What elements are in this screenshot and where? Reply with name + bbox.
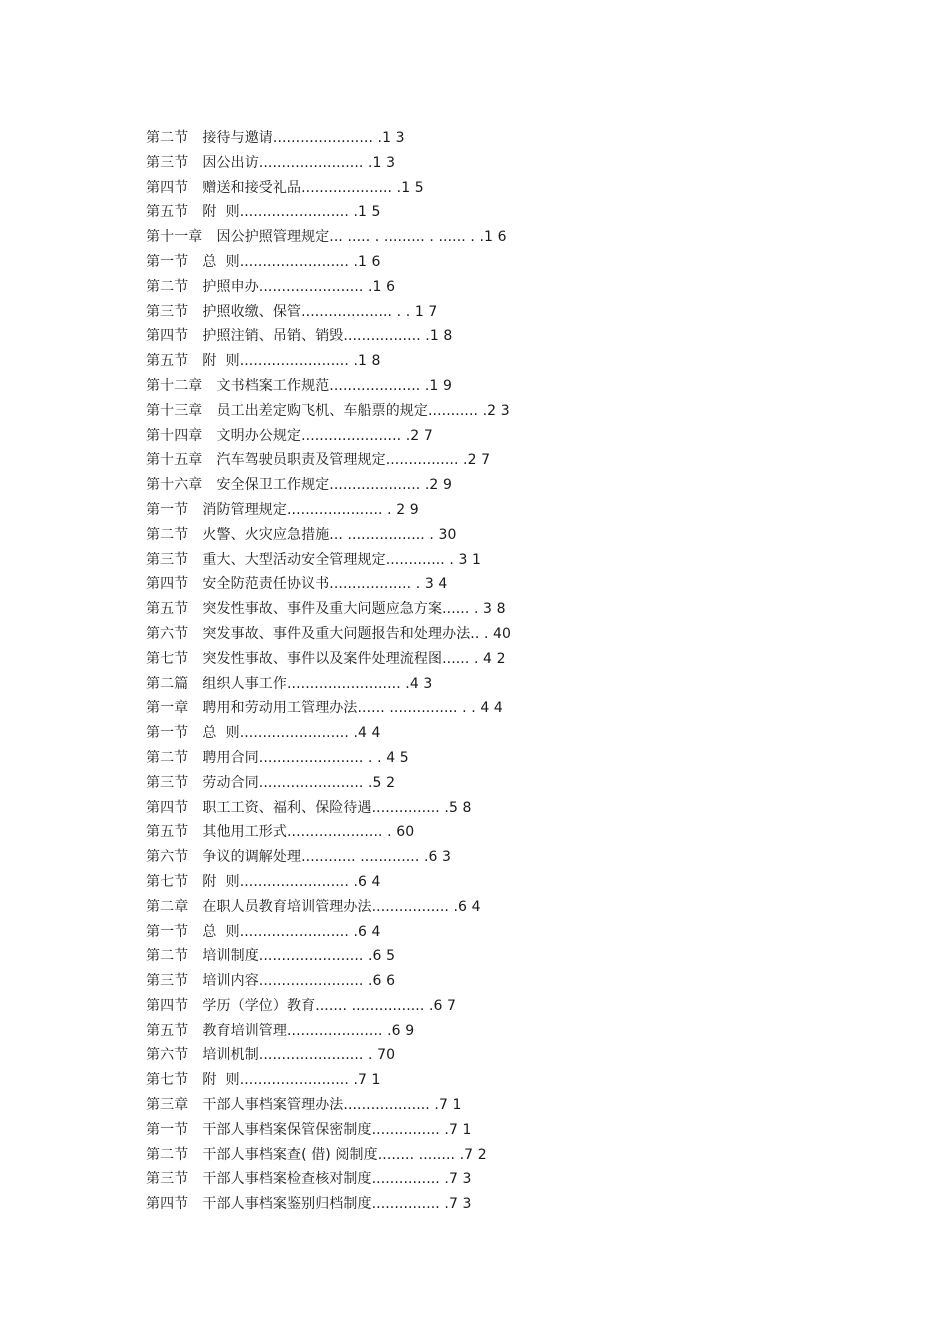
toc-entry: 第三节 培训内容....................... .6 6 (146, 973, 396, 990)
table-of-contents (146, 126, 846, 1217)
toc-entry: 第三节 护照收缴、保管.................... . . 1 7 (146, 303, 438, 320)
toc-entry: 第二节 接待与邀请...................... .1 3 (146, 130, 405, 146)
toc-entry: 第一章 聘用和劳动用工管理办法...... ............... . . 4 4 (146, 700, 503, 717)
toc-entry: 第二节 护照申办....................... .1 6 (146, 278, 396, 295)
toc-entry: 第四节 职工工资、福利、保险待遇............... .5 8 (146, 799, 472, 816)
toc-entry: 第一节 总 则........................ .1 6 (146, 253, 381, 270)
toc-entry: 第四节 赠送和接受礼品.................... .1 5 (146, 179, 424, 196)
toc-entry: 第五节 附 则........................ .1 8 (146, 353, 381, 370)
toc-entry: 第五节 附 则........................ .1 5 (146, 204, 381, 221)
toc-entry: 第四节 护照注销、吊销、销毁................. .1 8 (146, 328, 453, 345)
toc-entry: 第一节 消防管理规定..................... . 2 9 (146, 501, 419, 518)
toc-entry: 第三节 重大、大型活动安全管理规定............. . 3 1 (146, 551, 482, 568)
toc-entry: 第七节 附 则........................ .7 1 (146, 1072, 381, 1089)
toc-entry: 第六节 争议的调解处理............ ............. .6 3 (146, 849, 452, 866)
toc-entry: 第一节 总 则........................ .4 4 (146, 725, 381, 742)
toc-entry: 第二节 干部人事档案查( 借) 阅制度........ ........ .7 2 (146, 1146, 487, 1163)
toc-entry: 第十五章 汽车驾驶员职责及管理规定................ .2 7 (146, 452, 491, 469)
toc-entry: 第二节 培训制度....................... .6 5 (146, 948, 396, 965)
toc-entry: 第六节 突发事故、事件及重大问题报告和处理办法.. . 40 (146, 625, 512, 642)
toc-entry: 第七节 附 则........................ .6 4 (146, 873, 381, 890)
toc-entry: 第七节 突发性事故、事件以及案件处理流程图...... . 4 2 (146, 650, 506, 667)
toc-entry: 第五节 其他用工形式..................... . 60 (146, 824, 415, 841)
toc-entry: 第十二章 文书档案工作规范.................... .1 9 (146, 377, 452, 394)
toc-entry: 第四节 干部人事档案鉴别归档制度............... .7 3 (146, 1196, 472, 1213)
toc-entry: 第十六章 安全保卫工作规定.................... .2 9 (146, 477, 452, 494)
toc-entry: 第二节 聘用合同....................... . . 4 5 (146, 749, 409, 766)
toc-entry: 第四节 学历（学位）教育....... ................ .6 7 (146, 997, 457, 1014)
toc-entry: 第二篇 组织人事工作......................... .4 3 (146, 675, 433, 692)
toc-entry: 第十一章 因公护照管理规定... ..... . ......... . ...... . .1 6 (146, 229, 507, 246)
toc-entry: 第六节 培训机制....................... . 70 (146, 1047, 396, 1064)
toc-entry: 第二章 在职人员教育培训管理办法................. .6 4 (146, 898, 481, 915)
toc-entry: 第三节 干部人事档案检查核对制度............... .7 3 (146, 1171, 472, 1188)
toc-entry: 第十四章 文明办公规定...................... .2 7 (146, 427, 433, 444)
toc-entry: 第三节 劳动合同....................... .5 2 (146, 774, 396, 791)
toc-entry: 第五节 教育培训管理..................... .6 9 (146, 1022, 415, 1039)
toc-entry: 第一节 干部人事档案保管保密制度............... .7 1 (146, 1121, 472, 1138)
toc-entry: 第二节 火警、火灾应急措施... ................. . 30 (146, 526, 457, 543)
toc-entry: 第五节 突发性事故、事件及重大问题应急方案...... . 3 8 (146, 601, 506, 618)
toc-entry: 第四节 安全防范责任协议书.................. . 3 4 (146, 576, 448, 593)
toc-entry: 第一节 总 则........................ .6 4 (146, 923, 381, 940)
toc-entry: 第三节 因公出访....................... .1 3 (146, 154, 396, 171)
toc-entry: 第十三章 员工出差定购飞机、车船票的规定........... .2 3 (146, 402, 510, 419)
toc-entry: 第三章 干部人事档案管理办法................... .7 1 (146, 1097, 462, 1114)
